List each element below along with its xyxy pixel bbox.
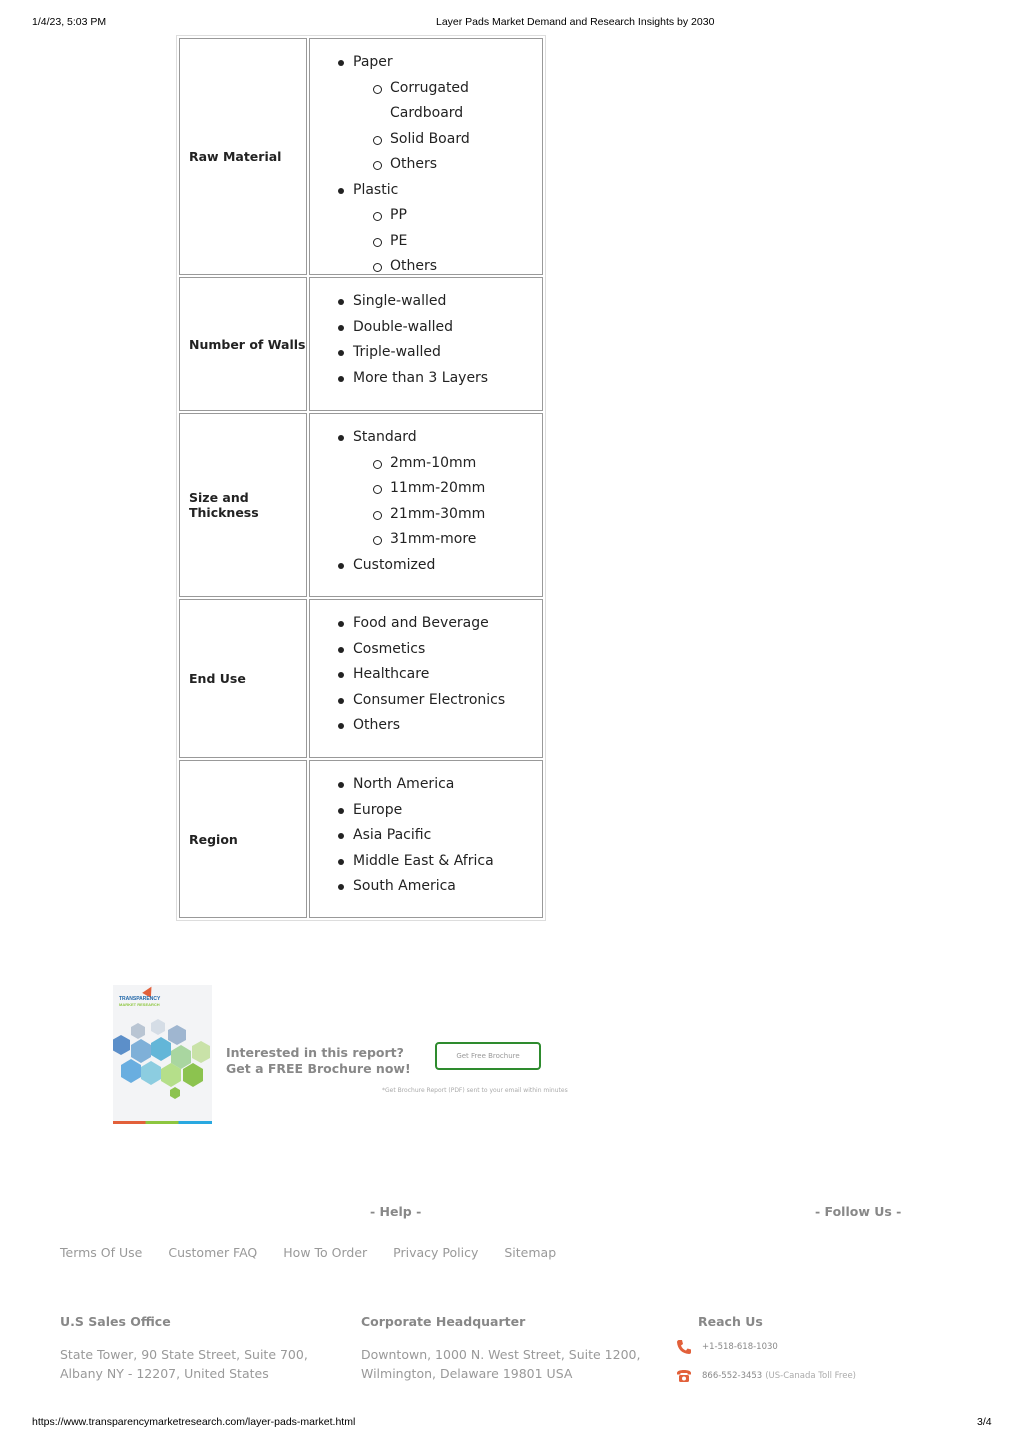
hq-title: Corporate Headquarter — [361, 1314, 526, 1329]
us-office-title: U.S Sales Office — [60, 1314, 171, 1329]
table-row-region — [179, 760, 543, 918]
list-item: 31mm-more — [310, 527, 542, 553]
list-item: 2mm-10mm — [310, 451, 542, 477]
list-item: Plastic — [310, 178, 542, 204]
page-number: 3/4 — [977, 1416, 992, 1428]
customer-faq-link[interactable]: Customer FAQ — [168, 1245, 258, 1260]
list-item: PP — [310, 203, 542, 229]
brochure-cover-image[interactable] — [113, 985, 212, 1124]
segment-values — [309, 413, 543, 597]
segment-label: Raw Material — [179, 38, 307, 275]
list-item: 11mm-20mm — [310, 476, 542, 502]
brochure-color-bar — [113, 1121, 212, 1124]
segment-values — [309, 760, 543, 918]
help-heading: - Help - — [370, 1204, 422, 1219]
segment-label: Region — [179, 760, 307, 918]
segment-label: End Use — [179, 599, 307, 758]
brochure-cta-text — [226, 1045, 411, 1077]
list-item: Corrugated Cardboard — [310, 76, 542, 127]
phone-icon — [676, 1339, 692, 1355]
terms-of-use-link[interactable]: Terms Of Use — [60, 1245, 143, 1260]
telephone-icon — [676, 1369, 692, 1383]
tollfree-note: (US-Canada Toll Free) — [765, 1371, 856, 1381]
list-item: Triple-walled — [310, 340, 542, 366]
phone-contact[interactable] — [676, 1339, 778, 1355]
list-item: 21mm-30mm — [310, 502, 542, 528]
print-url: https://www.transparencymarketresearch.com/layer-pads-market.html — [32, 1416, 356, 1428]
follow-us-heading: - Follow Us - — [815, 1204, 902, 1219]
reach-us — [698, 1314, 763, 1329]
list-item: North America — [310, 772, 542, 798]
list-item: Others — [310, 713, 542, 739]
phone-number[interactable]: +1-518-618-1030 — [702, 1342, 778, 1352]
brochure-note: *Get Brochure Report (PDF) sent to your email within minutes — [382, 1087, 568, 1094]
tollfree-contact[interactable] — [676, 1369, 856, 1383]
list-item: South America — [310, 874, 542, 900]
logo-line-1: TRANSPARENCY — [119, 996, 161, 1002]
list-item: Standard — [310, 425, 542, 451]
print-header — [0, 16, 1023, 32]
us-office-address-line-1: State Tower, 90 State Street, Suite 700, — [60, 1347, 308, 1362]
get-free-brochure-button[interactable]: Get Free Brochure — [435, 1042, 541, 1070]
list-item: Cosmetics — [310, 637, 542, 663]
table-row-end-use — [179, 599, 543, 758]
segmentation-table — [176, 35, 546, 921]
print-page-title: Layer Pads Market Demand and Research Insights by 2030 — [436, 16, 715, 28]
print-date: 1/4/23, 5:03 PM — [32, 16, 107, 28]
list-item: Consumer Electronics — [310, 688, 542, 714]
logo-line-2: MARKET RESEARCH — [119, 1002, 160, 1007]
segment-values — [309, 277, 543, 411]
corporate-headquarter — [361, 1314, 640, 1383]
us-sales-office — [60, 1314, 308, 1383]
list-item: Others — [310, 254, 542, 280]
table-row-number-of-walls — [179, 277, 543, 411]
table-row-raw-material — [179, 38, 543, 275]
list-item: Europe — [310, 798, 542, 824]
cta-line-2: Get a FREE Brochure now! — [226, 1061, 411, 1076]
list-item: More than 3 Layers — [310, 366, 542, 392]
list-item: Asia Pacific — [310, 823, 542, 849]
list-item: Others — [310, 152, 542, 178]
list-item: Single-walled — [310, 289, 542, 315]
list-item: Customized — [310, 553, 542, 579]
footer-links — [60, 1245, 582, 1260]
segment-values — [309, 38, 543, 275]
print-footer — [0, 1416, 1023, 1432]
segment-label: Number of Walls — [179, 277, 307, 411]
hq-address-line-1: Downtown, 1000 N. West Street, Suite 1200, — [361, 1347, 641, 1362]
privacy-policy-link[interactable]: Privacy Policy — [393, 1245, 479, 1260]
segment-values — [309, 599, 543, 758]
us-office-address-line-2: Albany NY - 12207, United States — [60, 1366, 269, 1381]
sitemap-link[interactable]: Sitemap — [504, 1245, 557, 1260]
brochure-logo — [119, 996, 160, 1008]
cta-line-1: Interested in this report? — [226, 1045, 404, 1060]
tollfree-number[interactable]: 866-552-3453 — [702, 1371, 763, 1381]
list-item: PE — [310, 229, 542, 255]
list-item: Food and Beverage — [310, 611, 542, 637]
list-item: Double-walled — [310, 315, 542, 341]
list-item: Healthcare — [310, 662, 542, 688]
list-item: Solid Board — [310, 127, 542, 153]
list-item: Paper — [310, 50, 542, 76]
how-to-order-link[interactable]: How To Order — [283, 1245, 368, 1260]
list-item: Middle East & Africa — [310, 849, 542, 875]
hexagon-pattern-icon — [113, 1015, 212, 1115]
table-row-size-and-thickness — [179, 413, 543, 597]
hq-address-line-2: Wilmington, Delaware 19801 USA — [361, 1366, 573, 1381]
reach-us-title: Reach Us — [698, 1314, 763, 1329]
segment-label: Size and Thickness — [179, 413, 307, 597]
